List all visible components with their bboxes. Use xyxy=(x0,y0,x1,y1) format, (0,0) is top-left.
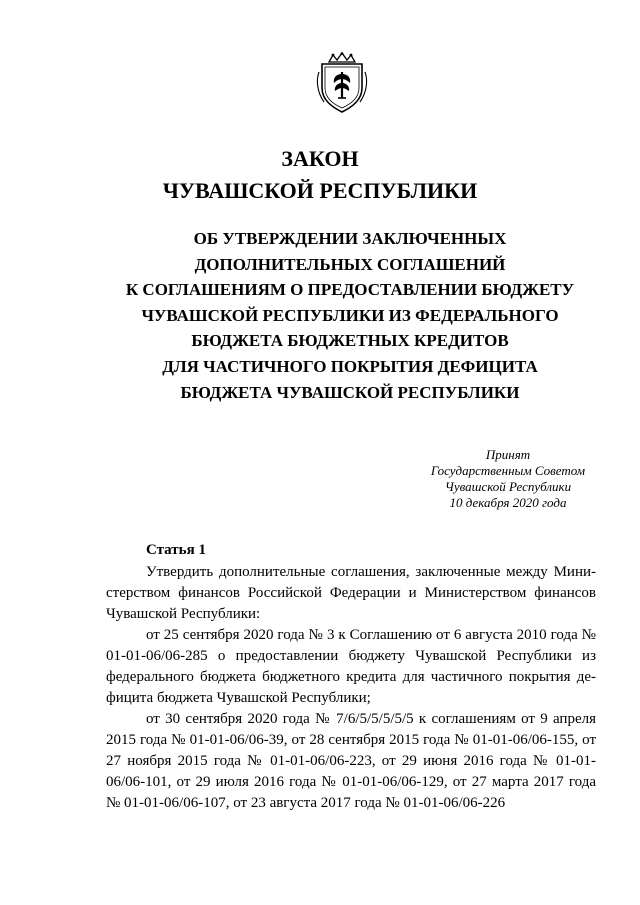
adoption-date: 10 декабря 2020 года xyxy=(449,495,567,510)
law-title-line: ОБ УТВЕРЖДЕНИИ ЗАКЛЮЧЕННЫХ xyxy=(193,229,507,248)
law-label: ЗАКОН xyxy=(281,146,359,171)
law-title-line: ДОПОЛНИТЕЛЬНЫХ СОГЛАШЕНИЙ xyxy=(194,254,506,274)
law-title-line: БЮДЖЕТА ЧУВАШСКОЙ РЕСПУБЛИКИ xyxy=(180,382,520,402)
law-title-line: БЮДЖЕТА БЮДЖЕТНЫХ КРЕДИТОВ xyxy=(191,331,509,351)
adoption-line: Принят xyxy=(485,447,531,462)
adoption-note xyxy=(400,447,616,511)
law-title-line: К СОГЛАШЕНИЯМ О ПРЕДОСТАВЛЕНИИ БЮДЖЕТУ xyxy=(125,280,575,300)
law-title-line: ДЛЯ ЧАСТИЧНОГО ПОКРЫТИЯ ДЕФИЦИТА xyxy=(162,356,538,376)
law-title-line: ЧУВАШСКОЙ РЕСПУБЛИКИ ИЗ ФЕДЕРАЛЬНОГО xyxy=(141,305,559,325)
article-paragraph: от 30 сентября 2020 года № 7/6/5/5/5/5/5 к соглашениям от 9 апреля 2015 года № 01-01-06/06-39, от 28 сентября 2015 года № 01-01-06/06-155, от 27 ноября 2015 года № 01-01-06/06-223, от 29 июня 2016 года № 01-01-06/06-101, от 29 июля 2016 года № 01-01-06/06-129, от 27 марта 2017 года № 01-01-06/06-107, от 23 августа 2017 года № 01-01-06/06-226 xyxy=(106,711,596,811)
republic-name: ЧУВАШСКОЙ РЕСПУБЛИКИ xyxy=(162,178,478,203)
article-heading: Статья 1 xyxy=(146,542,206,558)
article-paragraph: от 25 сентября 2020 года № 3 к Соглашению от 6 августа 2010 года № 01-01-06/06-285 о предоставлении бюджету Чувашской Республики из федерального бюджета бюджетного кредита для частичного покрытия де-фицита бюджета Чувашской Республики; xyxy=(106,627,596,706)
article-body xyxy=(106,562,596,814)
law-title xyxy=(60,226,640,405)
adoption-line: Чувашской Республики xyxy=(444,479,572,494)
chuvash-republic-emblem-icon xyxy=(314,52,370,114)
article-paragraph: Утвердить дополнительные соглашения, заключенные между Мини-стерством финансов Российской Федерации и Министерством финансов Чувашской Республики: xyxy=(106,564,596,622)
adoption-line: Государственным Советом xyxy=(430,463,586,478)
